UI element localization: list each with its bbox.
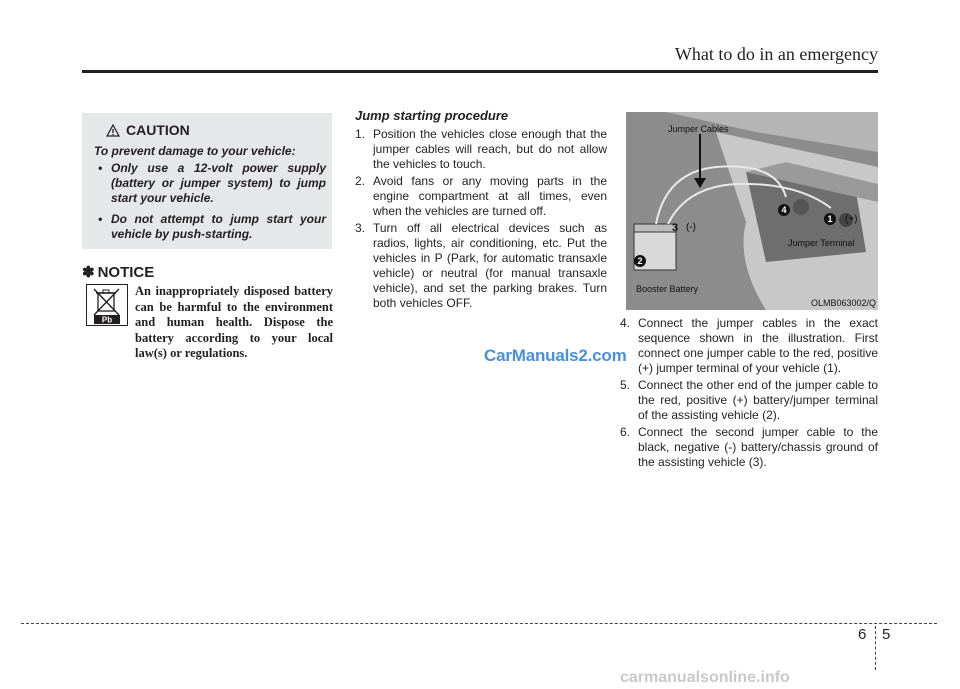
step-item [620, 316, 878, 376]
caution-item [94, 212, 326, 242]
figure-label-terminal: Jumper Terminal [788, 238, 855, 248]
step-text: Position the vehicles close enough that the jumper cables will reach, but do not allow the vehicles to touch. [373, 127, 607, 171]
figure-label-cables: Jumper Cables [668, 124, 729, 134]
step-number: 5. [620, 378, 631, 392]
badge-4: 4 [778, 204, 790, 216]
caution-item [94, 161, 326, 206]
step-item [355, 221, 607, 311]
procedure-continued [620, 316, 878, 472]
footer-rule [21, 623, 937, 624]
notice-title: NOTICE [97, 263, 155, 281]
step-text: Connect the jumper cables in the exact sequence shown in the illustration. First connect one jumper cable to the red, positive (+) jumper terminal of your vehicle (1). [638, 316, 878, 375]
figure-sign-minus: (-) [686, 222, 696, 233]
step-item [355, 174, 607, 219]
caution-item-text: Only use a 12-volt power supply (battery or jumper system) to jump start your vehicle. [111, 161, 326, 205]
badge-1: 1 [824, 213, 836, 225]
procedure-steps [355, 127, 607, 311]
notice-heading [82, 263, 154, 281]
crossed-out-bin-icon [86, 284, 128, 326]
step-text: Connect the other end of the jumper cable to the red, positive (+) battery/jumper terminal of the assisting vehicle (2). [638, 378, 878, 422]
step-text: Connect the second jumper cable to the black, negative (-) battery/chassis ground of the assisting vehicle (3). [638, 425, 878, 469]
badge-3: 3 [672, 222, 679, 234]
step-text: Turn off all electrical devices such as radios, lights, air conditioning, etc. Put the vehicles in P (Park, for automatic transaxle vehicle) or neutral (for manual transaxle vehicle), and set the parking brakes. Turn both vehicles OFF. [373, 221, 607, 310]
caution-item-text: Do not attempt to jump start your vehicle by push-starting. [111, 212, 326, 241]
chapter-number: 6 [858, 626, 867, 643]
figure-code: OLMB063002/Q [810, 298, 876, 308]
bullet: • [98, 161, 103, 175]
step-number: 3. [355, 221, 366, 235]
watermark-link[interactable]: CarManuals2.com [484, 346, 627, 365]
warning-triangle-icon [106, 124, 120, 137]
step-number: 6. [620, 425, 631, 439]
page-number: 5 [882, 626, 891, 643]
header-rule [82, 70, 878, 73]
caution-box [82, 113, 332, 249]
step-number: 4. [620, 316, 631, 330]
step-item [620, 378, 878, 423]
caution-title: CAUTION [126, 122, 190, 138]
step-number: 1. [355, 127, 366, 141]
procedure-title: Jump starting procedure [355, 108, 509, 123]
figure-label-battery: Booster Battery [636, 284, 699, 294]
caution-heading [106, 122, 190, 138]
step-number: 2. [355, 174, 366, 188]
notice-body: An inappropriately disposed battery can be harmful to the environment and human health. Dispose the battery according to your local law(s) or regulations. [135, 284, 333, 360]
step-text: Avoid fans or any moving parts in the engine compartment at all times, even when the vehicles are turned off. [373, 174, 607, 218]
figure-sign-plus: (+) [845, 214, 858, 225]
step-item [355, 127, 607, 172]
engine-bay-drawing [626, 112, 878, 310]
page-separator [875, 626, 876, 670]
caution-subtitle: To prevent damage to your vehicle: [94, 144, 296, 158]
section-title: What to do in an emergency [674, 44, 878, 64]
jump-start-illustration [626, 112, 878, 310]
caution-list [94, 161, 326, 248]
bin-icon-label: Pb [101, 315, 113, 325]
procedure-column [355, 108, 607, 313]
site-footer-link[interactable]: carmanualsonline.info [620, 669, 790, 686]
bullet: • [98, 212, 103, 226]
badge-2: 2 [634, 255, 646, 267]
procedure-steps-continued [620, 316, 878, 470]
step-item [620, 425, 878, 470]
notice-symbol: ✽ [82, 264, 95, 281]
